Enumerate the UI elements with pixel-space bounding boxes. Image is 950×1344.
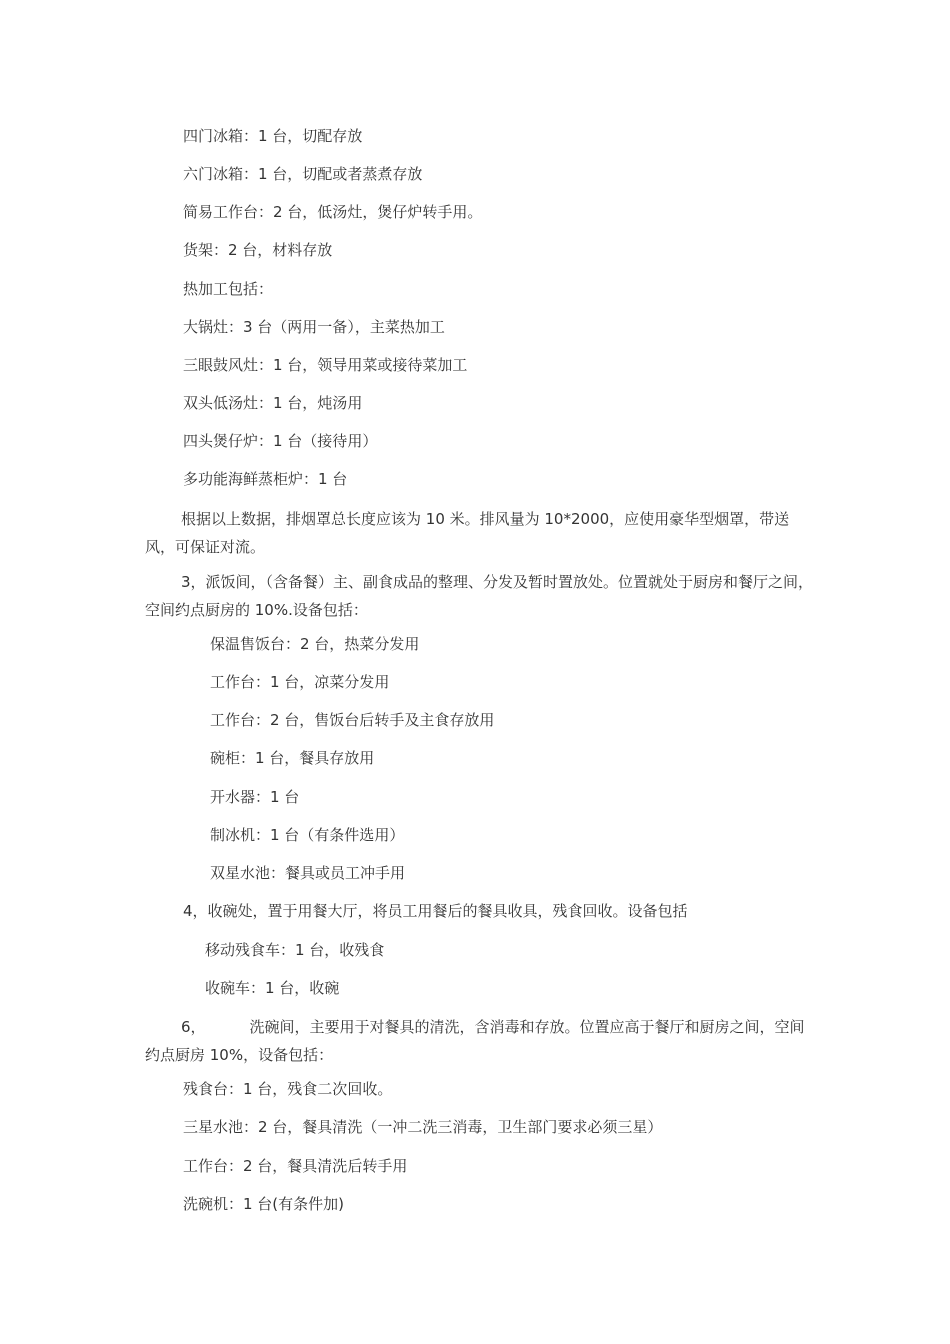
list-item: 移动残食车：1 台，收残食 <box>205 941 385 959</box>
list-item: 六门冰箱：1 台，切配或者蒸煮存放 <box>183 165 423 183</box>
list-item: 收碗车：1 台，收碗 <box>205 979 340 997</box>
list-item: 简易工作台：2 台，低汤灶，煲仔炉转手用。 <box>183 203 483 221</box>
list-item: 残食台：1 台，残食二次回收。 <box>183 1080 393 1098</box>
paragraph-exhaust <box>145 505 815 561</box>
list-item: 大锅灶：3 台（两用一备），主菜热加工 <box>183 318 445 336</box>
list-item: 三星水池：2 台，餐具清洗（一冲二洗三消毒，卫生部门要求必须三星） <box>183 1118 663 1136</box>
paragraph-text: 根据以上数据，排烟罩总长度应该为 10 米。排风量为 10*2000，应使用豪华型烟罩，带送风，可保证对流。 <box>145 510 790 556</box>
paragraph-text: 3，派饭间，（含备餐）主、副食成品的整理、分发及暂时置放处。位置就处于厨房和餐厅之间，空间约点厨房的 10%.设备包括： <box>145 573 814 619</box>
list-item: 四门冰箱：1 台，切配存放 <box>183 127 363 145</box>
list-item: 四头煲仔炉：1 台（接待用） <box>183 432 378 450</box>
list-item: 货架：2 台，材料存放 <box>183 241 333 259</box>
section-heading: 热加工包括： <box>183 280 274 298</box>
list-item: 洗碗机：1 台(有条件加) <box>183 1195 345 1213</box>
section-number: 6， <box>181 1018 206 1036</box>
list-item: 多功能海鲜蒸柜炉：1 台 <box>183 470 348 488</box>
list-item: 工作台：2 台，餐具清洗后转手用 <box>183 1157 408 1175</box>
paragraph-section-4: 4，收碗处，置于用餐大厅，将员工用餐后的餐具收具，残食回收。设备包括 <box>183 902 688 920</box>
paragraph-section-3 <box>145 568 815 624</box>
list-item: 制冰机：1 台（有条件选用） <box>210 826 405 844</box>
list-item: 双头低汤灶：1 台，炖汤用 <box>183 394 363 412</box>
list-item: 三眼鼓风灶：1 台，领导用菜或接待菜加工 <box>183 356 468 374</box>
list-item: 碗柜：1 台，餐具存放用 <box>210 749 375 767</box>
paragraph-section-6 <box>145 1013 815 1069</box>
list-item: 双星水池：餐具或员工冲手用 <box>210 864 406 882</box>
list-item: 开水器：1 台 <box>210 788 300 806</box>
list-item: 工作台：1 台，凉菜分发用 <box>210 673 390 691</box>
paragraph-text: 洗碗间，主要用于对餐具的清洗，含消毒和存放。位置应高于餐厅和厨房之间，空间约点厨房 10%，设备包括： <box>145 1018 805 1064</box>
list-item: 保温售饭台：2 台，热菜分发用 <box>210 635 420 653</box>
list-item: 工作台：2 台，售饭台后转手及主食存放用 <box>210 711 495 729</box>
